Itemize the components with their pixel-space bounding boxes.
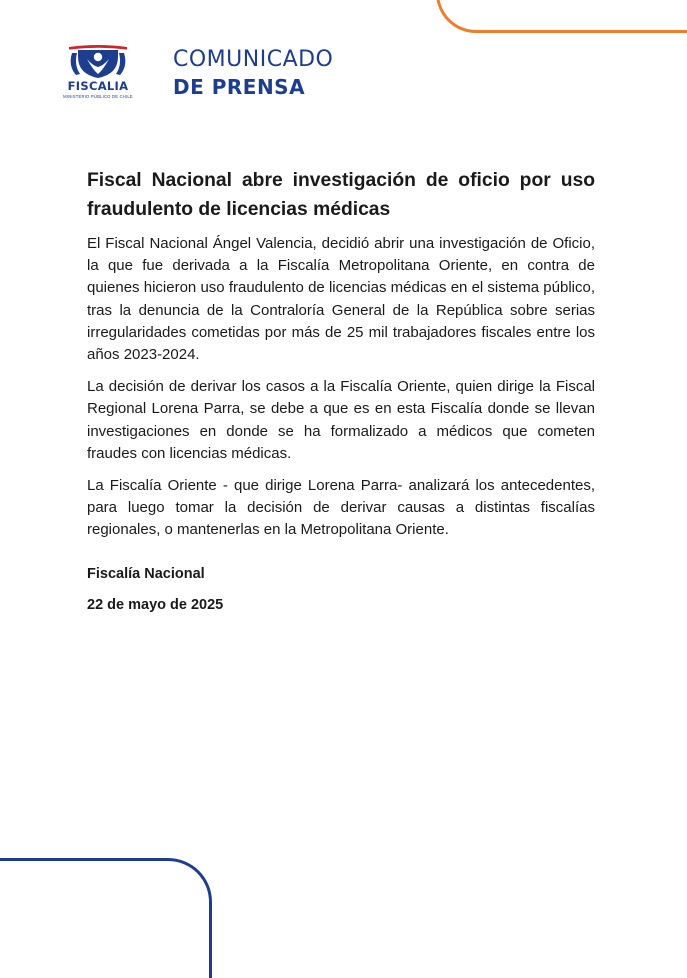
logo-wordmark: FISCALIA — [67, 79, 129, 93]
fiscalia-logo — [55, 44, 143, 102]
paragraph-3: La Fiscalía Oriente - que dirige Lorena Parra- analizará los antecedentes, para luego tomar la decisión de derivar causas a distintas fiscalías regionales, o mantenerlas en la Metropolitana Oriente. — [87, 477, 595, 539]
fiscalia-emblem-icon — [55, 44, 141, 80]
header-title-line2: DE PRENSA — [173, 75, 306, 99]
headline: Fiscal Nacional abre investigación de oficio por uso fraudulento de licencias médicas — [87, 170, 595, 220]
signature-organization: Fiscalía Nacional — [87, 566, 205, 582]
paragraph-2: La decisión de derivar los casos a la Fiscalía Oriente, quien dirige la Fiscal Regional Lorena Parra, se debe a que es en esta Fiscalía donde se llevan investigaciones en donde se ha formalizado a médicos que cometen fraudes con licencias médicas. — [87, 378, 595, 462]
blue-corner-decoration — [0, 858, 212, 978]
orange-corner-decoration — [436, 0, 687, 33]
signature-date: 22 de mayo de 2025 — [87, 597, 224, 613]
paragraph-1: El Fiscal Nacional Ángel Valencia, decidió abrir una investigación de Oficio, la que fue derivada a la Fiscalía Metropolitana Oriente, en contra de quienes hicieron uso fraudulento de licencias médicas en el sistema público, tras la denuncia de la Contraloría General de la República sobre serias irregularidades cometidas por más de 25 mil trabajadores fiscales entre los años 2023-2024. — [87, 235, 595, 364]
press-release-body — [87, 166, 595, 552]
logo-subtitle: MINISTERIO PÚBLICO DE CHILE — [63, 94, 133, 99]
header-title-line1: COMUNICADO — [173, 47, 334, 72]
